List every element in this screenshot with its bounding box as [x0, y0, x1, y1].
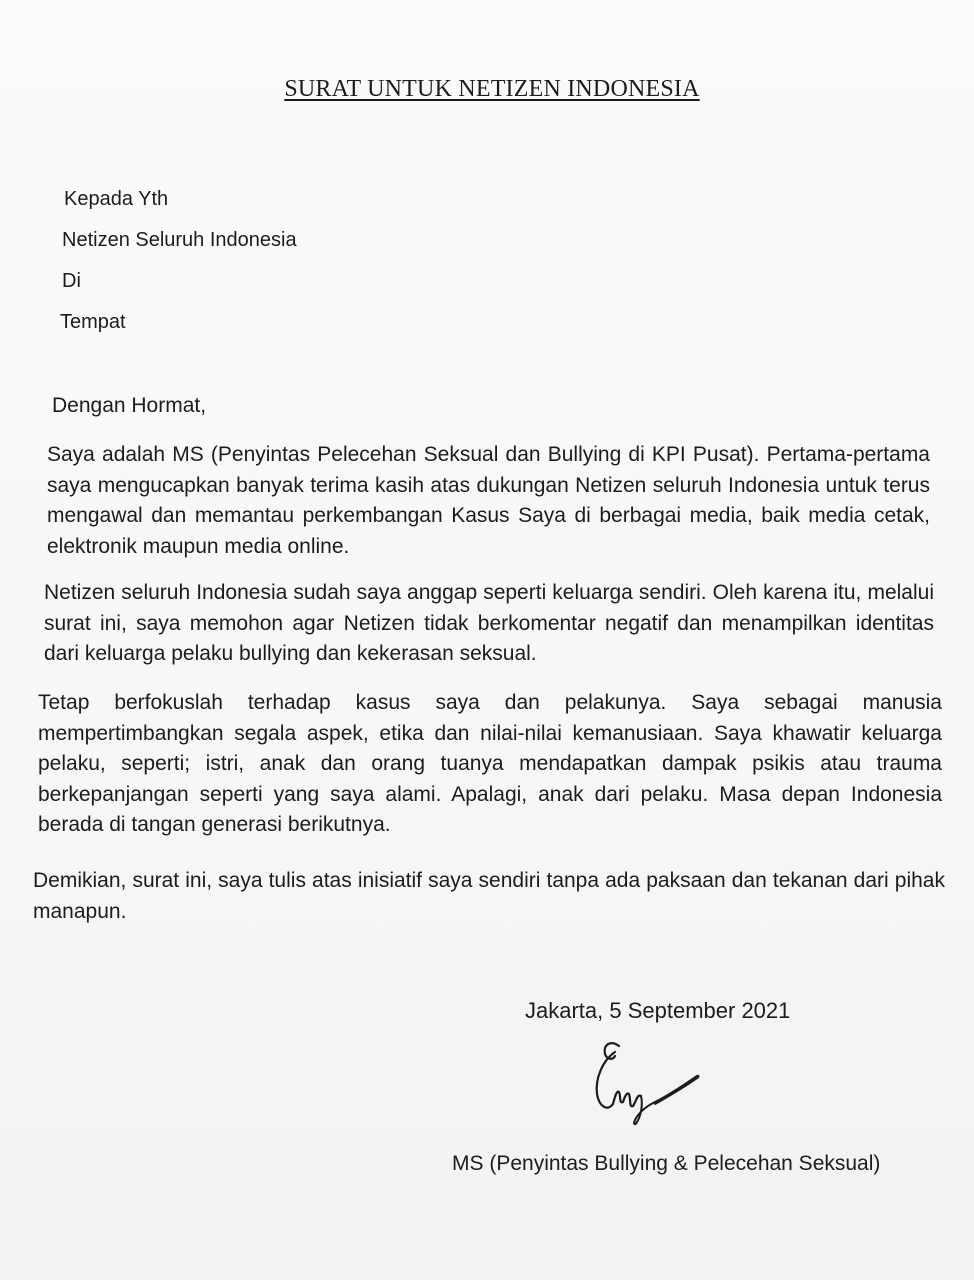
paragraph-introduction: Saya adalah MS (Penyintas Pelecehan Seksual dan Bullying di KPI Pusat). Pertama-pertama saya mengucapkan banyak terima kasih atas dukungan Netizen seluruh Indonesia untuk terus mengawal dan memantau perkembangan Kasus Saya di berbagai media, baik media cetak, elektronik maupun media online. — [47, 443, 930, 558]
address-line-tempat: Tempat — [60, 311, 126, 333]
address-line-di: Di — [62, 270, 81, 292]
paragraph-closing: Demikian, surat ini, saya tulis atas inisiatif saya sendiri tanpa ada paksaan dan tekanan dari pihak manapun. — [33, 869, 945, 923]
address-line-recipient-greeting: Kepada Yth — [64, 188, 169, 210]
paragraph-request: Netizen seluruh Indonesia sudah saya anggap seperti keluarga sendiri. Oleh karena itu, melalui surat ini, saya memohon agar Netizen tidak berkomentar negatif dan menampilkan identitas dari keluarga pelaku bullying dan kekerasan seksual. — [44, 581, 934, 665]
place-and-date: Jakarta, 5 September 2021 — [525, 998, 791, 1023]
address-line-recipient: Netizen Seluruh Indonesia — [62, 229, 297, 251]
paragraph-focus: Tetap berfokuslah terhadap kasus saya dan pelakunya. Saya sebagai manusia mempertimbangkan segala aspek, etika dan nilai-nilai kemanusiaan. Saya khawatir keluarga pelaku, seperti; istri, anak dan orang tuanya mendapatkan dampak psikis atau trauma berkepanjangan seperti yang saya alami. Apalagi, anak dari pelaku. Masa depan Indonesia berada di tangan generasi berikutnya. — [38, 691, 942, 836]
signer-name: MS (Penyintas Bullying & Pelecehan Seksual) — [452, 1152, 881, 1175]
salutation: Dengan Hormat, — [52, 394, 207, 417]
letter-title: SURAT UNTUK NETIZEN INDONESIA — [284, 76, 700, 102]
handwritten-signature — [585, 1030, 715, 1140]
